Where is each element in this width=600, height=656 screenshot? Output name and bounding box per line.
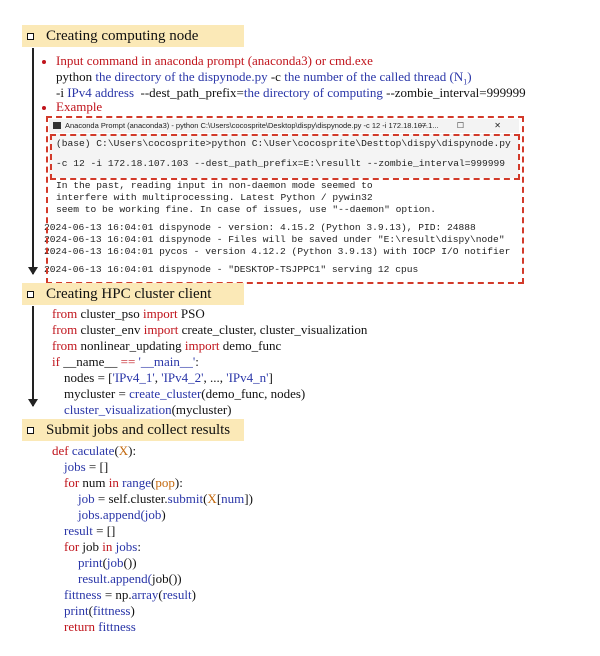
red-bullet-icon xyxy=(42,60,46,64)
console-window xyxy=(46,116,524,284)
section-header-submit-jobs xyxy=(22,419,244,441)
imported: create_cluster, cluster_visualization xyxy=(178,322,368,337)
code-text: [ xyxy=(216,491,222,506)
var: fittness xyxy=(64,587,102,602)
function-call: create_cluster xyxy=(129,386,202,401)
console-output-3: seem to be working fine. In case of issues, use "--daemon" option. xyxy=(56,204,436,215)
code-text: (mycluster) xyxy=(171,402,232,417)
colon: : xyxy=(195,354,199,369)
string: 'IPv4_2' xyxy=(161,370,204,385)
cmd-address: address xyxy=(91,85,135,100)
imported: PSO xyxy=(177,306,205,321)
code-line xyxy=(64,370,273,386)
example-label: Example xyxy=(56,99,103,114)
function-name: caculate xyxy=(68,443,115,458)
code-text: ( xyxy=(102,555,107,570)
arrow-head-icon xyxy=(28,267,38,275)
code-text: ): xyxy=(174,475,183,490)
kw-def: def xyxy=(52,443,69,458)
section-title: Creating HPC cluster client xyxy=(46,286,212,302)
string: 'IPv4_n' xyxy=(226,370,269,385)
code-line xyxy=(78,507,166,523)
code-text: ( xyxy=(158,587,163,602)
var: job xyxy=(78,491,95,506)
kw-import: import xyxy=(143,306,178,321)
param: pop xyxy=(155,475,175,490)
console-output-1: In the past, reading input in non-daemon mode seemed to xyxy=(56,180,373,191)
function-call: cluster_visualization xyxy=(64,402,172,417)
cmd-python: python xyxy=(56,69,93,84)
code-text: mycluster = xyxy=(64,386,130,401)
code-text: num xyxy=(79,475,109,490)
kw-for: for xyxy=(64,539,80,554)
cmd-threads-sub: 1 xyxy=(463,77,468,87)
code-line xyxy=(64,523,115,539)
var: job xyxy=(152,571,169,586)
code-text: ( xyxy=(151,475,156,490)
kw-from: from xyxy=(52,322,78,337)
code-text: ) xyxy=(161,507,166,522)
kw-return: return xyxy=(64,619,96,634)
var: fittness xyxy=(92,603,131,618)
var: jobs xyxy=(78,507,100,522)
imported: demo_func xyxy=(219,338,282,353)
code-line xyxy=(64,475,183,491)
name-var: __name__ xyxy=(59,354,121,369)
square-bullet-icon xyxy=(27,291,34,298)
code-line xyxy=(52,338,281,354)
method: array xyxy=(131,587,159,602)
string: '__main__' xyxy=(135,354,196,369)
code-line xyxy=(78,491,253,507)
flow-arrow xyxy=(32,306,34,406)
var: job xyxy=(144,507,162,522)
var: result xyxy=(64,523,93,538)
var: result xyxy=(78,571,107,586)
cmd-dest-dir: the directory of computing xyxy=(243,85,383,100)
code-text: ()) xyxy=(168,571,182,586)
code-text: ): xyxy=(128,443,137,458)
kw-import: import xyxy=(184,338,220,353)
code-line xyxy=(52,354,199,370)
console-title: Anaconda Prompt (anaconda3) - python C:\Users\cocosprite\Desktop\dispy\dispynode.py -c 12 -i 172.18.107.1... xyxy=(65,121,439,130)
console-log-1: 2024-06-13 16:04:01 dispynode - version: 4.15.2 (Python 3.9.13), PID: 24888 xyxy=(44,222,476,233)
kw-in: in xyxy=(108,475,119,490)
cmd-dir: the directory of the dispynode.py xyxy=(92,69,268,84)
command-line-2 xyxy=(56,85,526,101)
kw-import: import xyxy=(143,322,179,337)
code-line xyxy=(78,555,137,571)
var: result xyxy=(162,587,192,602)
var: job xyxy=(106,555,124,570)
code-line xyxy=(52,322,367,338)
code-text: nodes = [ xyxy=(64,370,113,385)
arrow-head-icon xyxy=(28,399,38,407)
method: submit xyxy=(167,491,204,506)
flow-arrow xyxy=(32,48,34,274)
code-line xyxy=(64,459,108,475)
code-text: : xyxy=(137,539,141,554)
cmd-zombie: --zombie_interval=999999 xyxy=(382,85,526,100)
code-line xyxy=(52,443,136,459)
code-line xyxy=(64,603,135,619)
code-line xyxy=(78,571,182,587)
red-bullet-icon xyxy=(42,106,46,110)
square-bullet-icon xyxy=(27,427,34,434)
code-text: , xyxy=(154,370,162,385)
console-log-2: 2024-06-13 16:04:01 dispynode - Files will be saved under "E:\result\dispy\node" xyxy=(44,234,505,245)
code-line xyxy=(64,619,136,635)
var: num xyxy=(221,491,245,506)
kw-for: for xyxy=(64,475,80,490)
method: .append( xyxy=(99,507,145,522)
code-text: (demo_func, nodes) xyxy=(201,386,306,401)
code-text: ( xyxy=(88,603,93,618)
var: jobs xyxy=(112,539,138,554)
cmd-ipv4: IPv4 xyxy=(67,85,92,100)
module: cluster_pso xyxy=(77,306,143,321)
cmd-threads: the number of the called thread (N xyxy=(284,69,464,84)
kw-if: if xyxy=(52,354,60,369)
code-text: , ..., xyxy=(203,370,227,385)
kw-from: from xyxy=(52,306,78,321)
code-line xyxy=(64,386,305,402)
cmd-flag-i: -i xyxy=(56,85,68,100)
var: jobs xyxy=(64,459,86,474)
code-text: ] xyxy=(268,370,273,385)
cmd-flag-c: -c xyxy=(267,69,285,84)
console-cmd-line-2: -c 12 -i 172.18.107.103 --dest_path_prefix=E:\resullt --zombie_interval=999999 xyxy=(56,158,506,169)
code-line xyxy=(52,306,205,322)
section-header-creating-node xyxy=(22,25,244,47)
square-bullet-icon xyxy=(27,33,34,40)
param: X xyxy=(207,491,217,506)
code-text: ]) xyxy=(244,491,253,506)
code-text: job xyxy=(79,539,103,554)
code-text: ( xyxy=(203,491,208,506)
builtin: range xyxy=(118,475,152,490)
section-header-hpc-client xyxy=(22,283,244,305)
builtin: print xyxy=(78,555,103,570)
string: 'IPv4_1' xyxy=(112,370,155,385)
code-text: ( xyxy=(114,443,119,458)
console-cmd-line-1: (base) C:\Users\cocosprite>python C:\User\cocosprite\Desttop\dispy\dispynode.py xyxy=(56,138,511,149)
window-controls[interactable]: — ☐ ✕ xyxy=(418,121,515,130)
console-highlight-frame xyxy=(46,116,524,284)
console-output-2: interfere with multiprocessing. Latest Python / pywin32 xyxy=(56,192,373,203)
module: nonlinear_updating xyxy=(77,338,185,353)
cmd-threads-close: ) xyxy=(467,69,472,84)
console-log-4: 2024-06-13 16:04:01 dispynode - "DESKTOP-TSJPPC1" serving 12 cpus xyxy=(44,264,419,275)
code-text: ) xyxy=(130,603,135,618)
console-log-3: 2024-06-13 16:04:01 pycos - version 4.12.2 (Python 3.9.13) with IOCP I/O notifier xyxy=(44,246,511,257)
section-title: Creating computing node xyxy=(46,28,199,44)
code-text: = self.cluster. xyxy=(94,491,168,506)
cmd-dest: --dest_path_prefix= xyxy=(134,85,244,100)
code-text: = [] xyxy=(85,459,109,474)
kw-in: in xyxy=(102,539,113,554)
var: fittness xyxy=(95,619,136,634)
code-text: = np. xyxy=(101,587,132,602)
code-text: ()) xyxy=(123,555,137,570)
method: .append( xyxy=(106,571,153,586)
code-line xyxy=(64,539,141,555)
code-text: ) xyxy=(191,587,196,602)
module: cluster_env xyxy=(77,322,144,337)
code-text: = [] xyxy=(92,523,116,538)
param: X xyxy=(118,443,129,458)
operator: == xyxy=(120,354,136,369)
code-line xyxy=(64,402,232,418)
builtin: print xyxy=(64,603,89,618)
section-title: Submit jobs and collect results xyxy=(46,422,231,438)
input-command-heading: Input command in anaconda prompt (anaconda3) or cmd.exe xyxy=(56,53,373,68)
kw-from: from xyxy=(52,338,78,353)
code-line xyxy=(64,587,196,603)
